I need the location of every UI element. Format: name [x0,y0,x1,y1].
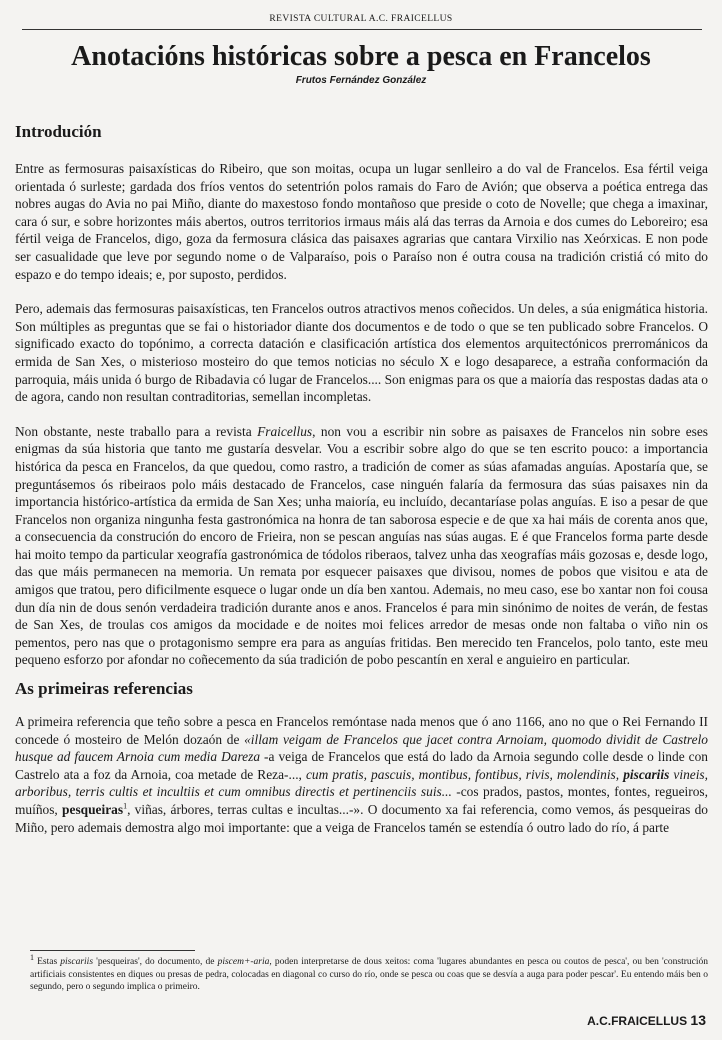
paragraph [15,713,708,836]
section-heading-introduction: Introdución [15,122,102,141]
text-run: Estas [34,957,61,967]
text-run: , viñas, árbores, terras cultas e incultas...-». O documento xa fai referencia, como vemos, ás pesqueiras do Miño, pero ademais demostra algo moi importante: que a veiga de Francelos tamén se estendía ó outro lado do río, á parte [15,802,708,835]
article-body [15,120,708,836]
paragraph [15,423,708,669]
footnote [30,952,708,994]
section-heading-first-references: As primeiras referencias [15,679,193,699]
journal-name: Fraicellus [257,423,313,439]
paragraph: Pero, ademais das fermosuras paisaxísticas, ten Francelos outros atractivos menos coñecidos. Un deles, a súa enigmática historia. Son múltiples as preguntas que se fai o historiador diante dos documentos e de todo o que se ten publicado sobre Francelos. O significado exacto do topónimo, a correcta datación e clasificación artística dos elementos arquitectónicos prerrománicos da ermida de San Xes, o misterioso mosteiro do que temos noticias no século X e logo desaparece, a estraña conformación da parroquia, máis unida ó burgo de Ribadavia có lugar de Francelos.... Son enigmas para os que a maioría das respostas dadas ata o de agora, cando non resultan contraditorias, semellan incompletas. [15,301,708,405]
latin-term: piscariis [623,766,670,782]
running-header: REVISTA CULTURAL A.C. FRAICELLUS [269,14,453,24]
emphasis: pesqueiras [62,802,124,817]
footer-label: A.C.FRAICELLUS [587,1014,688,1028]
etymology: piscem+-aria, [217,957,272,967]
latin-quote: cum pratis, pascuis, montibus, fontibus, rivis, molendinis, [305,766,624,782]
text-run: A primeira referencia que teño sobre a pesca en Francelos remóntase nada menos que ó ano 1166, ano no que o Rei Fernando II concede ó mosteiro de Melón dozaón de [15,714,708,747]
latin-quote: «illam veigam de Francelos que jacet contra Arnoiam, quomodo dividit de Castrelo husque ad faucem Arnoia cum media Dareza [15,731,708,765]
page-number: 13 [690,1012,706,1028]
latin-term: piscariis [60,957,94,967]
header-rule [22,29,702,30]
article-author: Frutos Fernández González [295,75,427,86]
text-run: 'pesqueiras', do documento, de [93,957,218,967]
emphasis [623,767,669,782]
latin-quote: vineis, arboribus, terris cultis et incultiis et cum omnibus directis et pertinenciis suis... [15,766,708,800]
text-run: poden interpretarse de dous xeitos: coma 'lugares abundantes en pesca ou coutos de pesca', ou ben 'construción artificiais consistentes en diques ou presas de pedra, colocadas en diagonal co curso do río, onde se pesca ou coas que se desvía a auga para poder pescar'. Eu entendo máis ben o segundo, pero o segundo implica o primeiro. [30,957,708,992]
text-run: , non vou a escribir nin sobre as paisaxes de Francelos nin sobre eses enigmas da súa historia que tanto me gustaría desvelar. Vou a escribir sobre algo do que se ten escrito pouco: a importancia histórica da pesca en Francelos, da que quedou, como rastro, a tradición de comer as súas afamadas anguías. Apostaría que, se preguntásemos ós ribeiraos polo máis destacado de Francelos, case ninguén falaría da fermosura das súas paisaxes nin da importancia histórico-artística da ermida de San Xes; unha maioría, eu incluído, decantaríase polas anguías. E iso a pesar de que Francelos non organiza ningunha festa gastronómica na honra de tan saborosa especie e de que xa hai máis de corenta anos que, a consecuencia da construción do encoro de Frieira, non se pescan anguías nas súas augas. E é que Francelos forma parte desde hai moito tempo da particular xeografía gastronómica de tódolos riberaos, talvez unha das xeografías máis gozosas e, desde logo, das que máis permanecen na memoria. Un remata por esquecer paisaxes que divisou, nomes de pobos que visitou e ata de amigos que tratou, pero dificilmente esquece o lugar onde un día ben xantou. Ademais, no meu caso, ese bo xantar non foi cousa dun día nin de dous senón verdadeira tradición durante anos e anos. Francelos é para min sinónimo de noites de verán, de festas de San Xes, de troulas cos amigos da mocidade e de noites moi felices arredor de mesas onde non faltaba o viño nin os pementos, pero nas que o protagonismo sempre era para as anguías fritidas. Ben merecido ten Francelos, polo tanto, este meu pequeno esforzo por afondar no coñecemento da súa tradición de pobo pescantín en xeral e anguieiro en particular. [15,423,709,668]
text-run: -a veiga de Francelos que está do lado da Arnoia segundo colle desde o linde con Castrelo ata a foz da Arnoia, coa metade de Reza-..., [15,749,708,782]
text-run: Non obstante, neste traballo para a revista [15,423,258,439]
article-title: Anotacións históricas sobre a pesca en Francelos [71,41,651,72]
text-run: -cos prados, pastos, montes, fontes, regueiros, muíños, [15,784,708,817]
paragraph: Entre as fermosuras paisaxísticas do Ribeiro, que son moitas, ocupa un lugar senlleiro a do val de Francelos. Esa fértil veiga orientada ó surleste; gardada dos fríos ventos do setentrión polos ramais do Faro de Avión; que observa a poética entrega das nobres augas do Avia no pai Miño, diante do maxestoso fondo montañoso que preside o coto de Novelle; que chega a imaxinar, cara ó sur, e sobre horizontes máis abertos, outros territorios irmaus máis alá das terras da Arnoia e dos cumes do Leboreiro; esa fértil veiga de Francelos, digo, goza da fermosura clásica das paisaxes agrarias que cantara Virxilio nas Xeórxicas. E non pode ser casualidade que leve por segundo nome o de Valparaíso, pois o Paraíso non é outra cousa na tradición cristiá có mito do espazo e do tempo ideais; e, por suposto, perdidos. [15,161,708,282]
page-footer [587,1012,706,1028]
footnote-rule [30,950,195,951]
footnote-ref: 1 [123,801,128,811]
footnote-number: 1 [30,952,34,962]
